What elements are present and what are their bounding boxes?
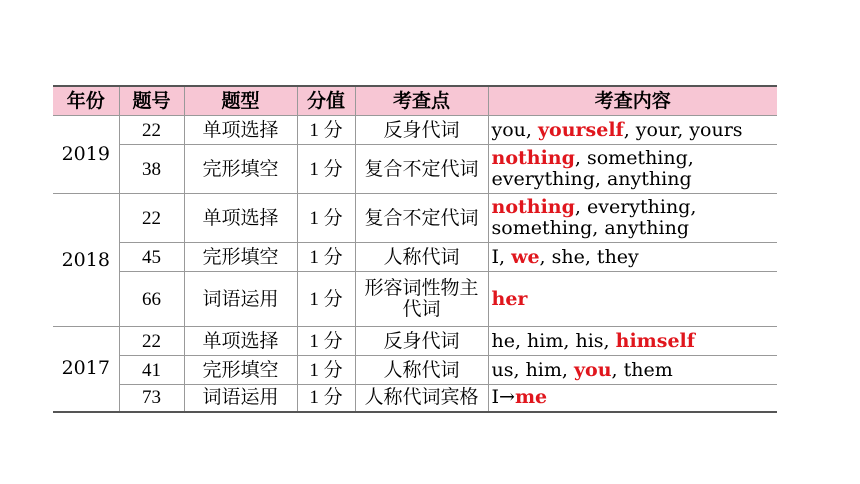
table-row <box>53 385 777 412</box>
test-point: 反身代词 <box>355 116 488 145</box>
question-type: 完形填空 <box>184 356 297 385</box>
answer-highlight: himself <box>615 329 695 352</box>
score: 1 分 <box>297 327 355 356</box>
header-year: 年份 <box>53 86 119 116</box>
question-type: 词语运用 <box>184 385 297 412</box>
answer-highlight: nothing <box>491 147 575 169</box>
year-cell: 2019 <box>53 116 119 194</box>
year-cell: 2018 <box>53 194 119 327</box>
answer-highlight: her <box>491 287 528 310</box>
table-row <box>53 272 777 327</box>
content-cell <box>488 356 777 385</box>
test-point: 形容词性物主代词 <box>355 272 488 327</box>
answer-highlight: yourself <box>538 118 624 141</box>
answer-highlight: nothing <box>491 196 575 218</box>
exam-topic-table <box>53 85 777 413</box>
year-cell: 2017 <box>53 327 119 412</box>
score: 1 分 <box>297 272 355 327</box>
test-point: 人称代词 <box>355 356 488 385</box>
answer-highlight: me <box>514 386 548 409</box>
question-type: 单项选择 <box>184 327 297 356</box>
content-cell <box>488 116 777 145</box>
header-type: 题型 <box>184 86 297 116</box>
score: 1 分 <box>297 116 355 145</box>
content-cell <box>488 145 777 194</box>
question-number: 41 <box>119 356 184 385</box>
content-text: , them <box>611 358 673 381</box>
header-point: 考查点 <box>355 86 488 116</box>
content-text: he, him, his, <box>491 329 616 352</box>
content-cell <box>488 272 777 327</box>
question-number: 45 <box>119 243 184 272</box>
question-type: 完形填空 <box>184 145 297 194</box>
question-number: 22 <box>119 327 184 356</box>
content-cell <box>488 327 777 356</box>
content-text: , everything, something, anything <box>491 196 697 239</box>
score: 1 分 <box>297 145 355 194</box>
question-number: 73 <box>119 385 184 412</box>
header-score: 分值 <box>297 86 355 116</box>
content-text: I→ <box>491 386 515 409</box>
question-type: 单项选择 <box>184 116 297 145</box>
score: 1 分 <box>297 356 355 385</box>
test-point: 反身代词 <box>355 327 488 356</box>
test-point: 人称代词 <box>355 243 488 272</box>
score: 1 分 <box>297 243 355 272</box>
content-cell <box>488 194 777 243</box>
question-type: 单项选择 <box>184 194 297 243</box>
answer-highlight: we <box>511 245 540 268</box>
question-number: 66 <box>119 272 184 327</box>
score: 1 分 <box>297 194 355 243</box>
table-row <box>53 194 777 243</box>
header-row <box>53 86 777 116</box>
content-cell <box>488 385 777 412</box>
table-row <box>53 116 777 145</box>
question-type: 词语运用 <box>184 272 297 327</box>
content-text: you, <box>491 118 538 141</box>
table-row <box>53 327 777 356</box>
test-point: 复合不定代词 <box>355 145 488 194</box>
content-text: , she, they <box>539 245 639 268</box>
score: 1 分 <box>297 385 355 412</box>
question-number: 38 <box>119 145 184 194</box>
answer-highlight: you <box>573 358 612 381</box>
table-row <box>53 145 777 194</box>
question-type: 完形填空 <box>184 243 297 272</box>
table-row <box>53 243 777 272</box>
question-number: 22 <box>119 116 184 145</box>
header-number: 题号 <box>119 86 184 116</box>
content-text: , something, everything, anything <box>491 147 694 190</box>
test-point: 复合不定代词 <box>355 194 488 243</box>
header-content: 考查内容 <box>488 86 777 116</box>
question-number: 22 <box>119 194 184 243</box>
content-cell <box>488 243 777 272</box>
table-row <box>53 356 777 385</box>
test-point: 人称代词宾格 <box>355 385 488 412</box>
content-text: , your, yours <box>623 118 743 141</box>
content-text: us, him, <box>491 358 574 381</box>
content-text: I, <box>491 245 512 268</box>
